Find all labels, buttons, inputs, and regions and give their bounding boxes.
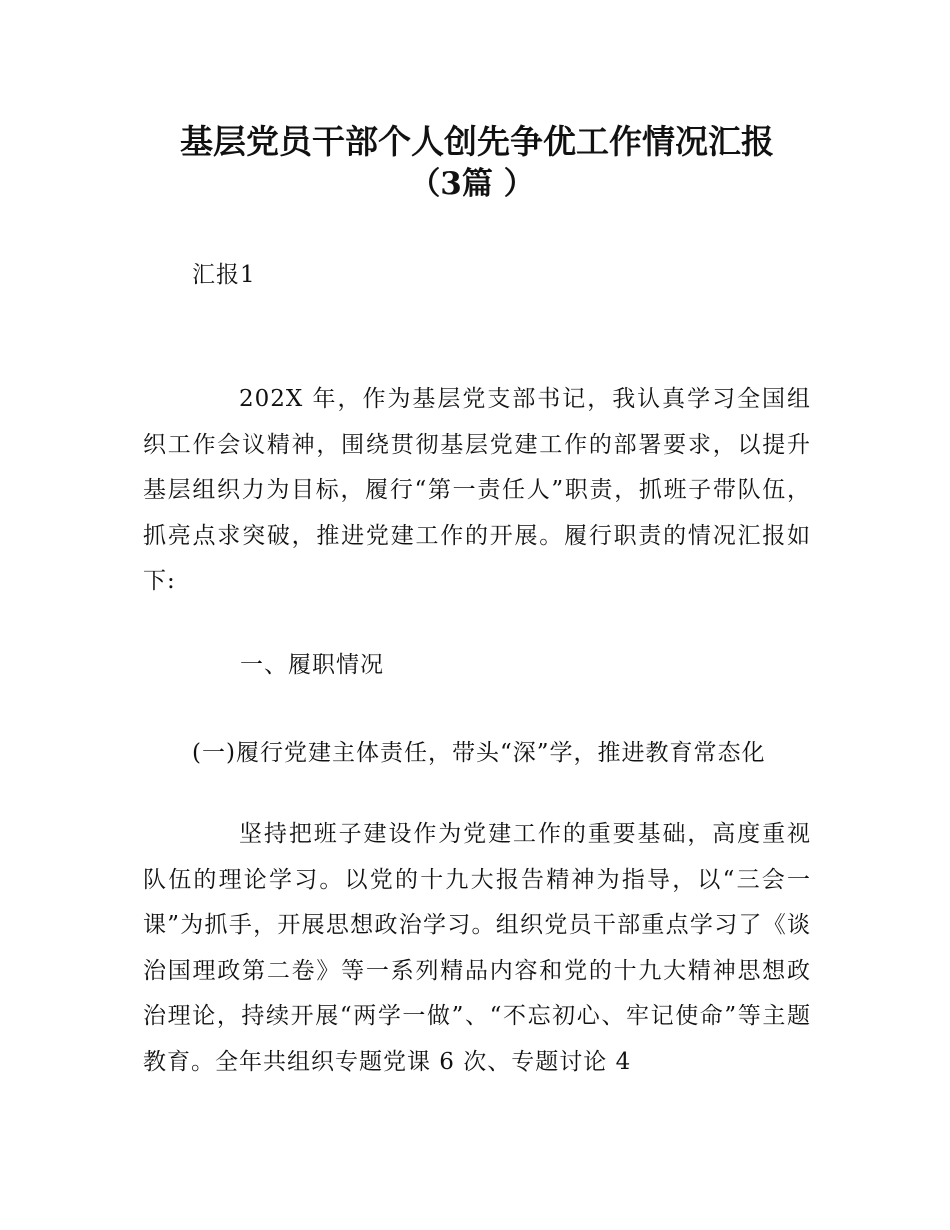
document-title-line-1: 基层党员干部个人创先争优工作情况汇报 (180, 122, 774, 161)
intro-paragraph: 202X 年，作为基层党支部书记，我认真学习全国组织工作会议精神，围绕贯彻基层党建工作的部署要求，以提升基层组织力为目标，履行“第一责任人”职责，抓班子带队伍，抓亮点求突破，推进党建工作的开展。履行职责的情况汇报如下: (143, 386, 811, 594)
report-label: 汇报1 (192, 262, 256, 288)
body-paragraph: 坚持把班子建设作为党建工作的重要基础，高度重视队伍的理论学习。以党的十九大报告精神为指导，以“三会一课”为抓手，开展思想政治学习。组织党员干部重点学习了《谈治国理政第二卷》等一系列精品内容和党的十九大精神思想政治理论，持续开展“两学一做”、“不忘初心、牢记使命”等主题教育。全年共组织专题党课 6 次、专题讨论 4 (143, 821, 811, 1075)
document-title-line-2: （3篇 ） (409, 166, 535, 202)
subsection-heading: (一)履行党建主体责任，带头“深”学，推进教育常态化 (192, 740, 766, 766)
section-heading: 一、履职情况 (240, 652, 384, 678)
